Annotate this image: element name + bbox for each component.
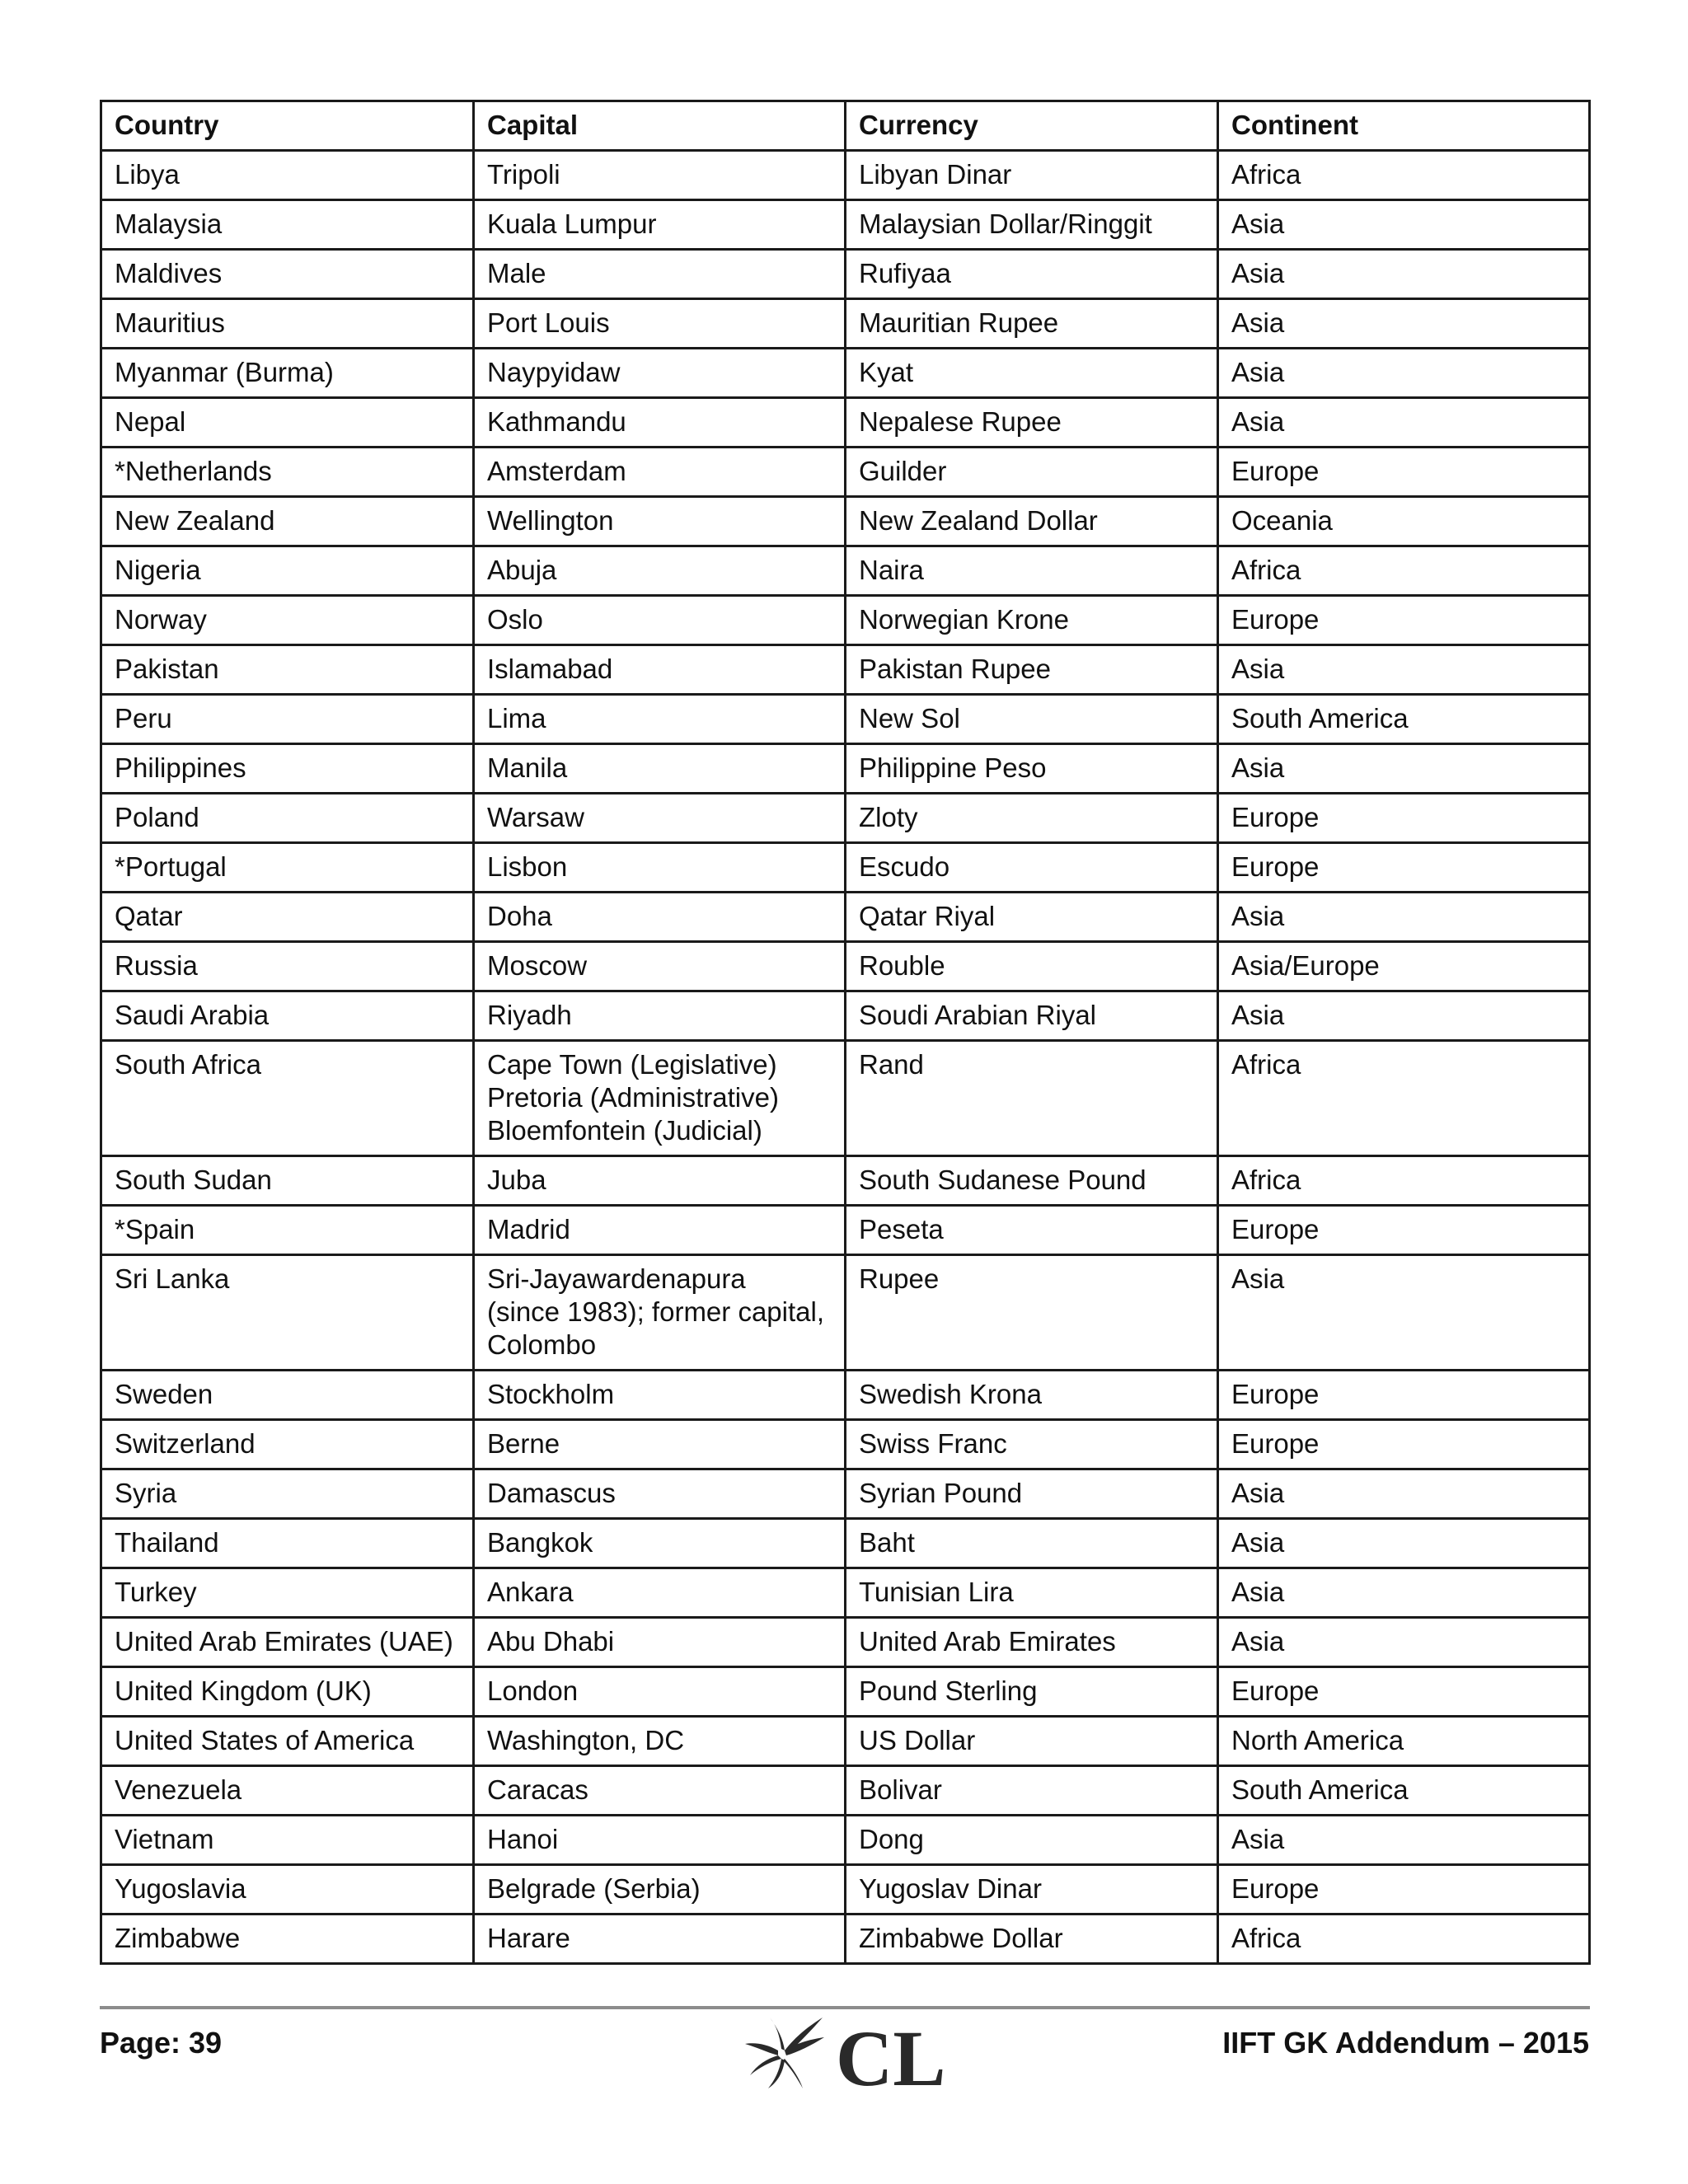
header-currency: Currency (846, 101, 1218, 151)
cell-country: *Netherlands (101, 448, 474, 497)
table-row (101, 1206, 1590, 1255)
cell-capital: Caracas (474, 1766, 846, 1816)
cell-continent: Asia/Europe (1218, 942, 1590, 991)
table-row (101, 151, 1590, 200)
cell-country: *Portugal (101, 843, 474, 893)
table-row (101, 645, 1590, 695)
cell-continent: Europe (1218, 1667, 1590, 1717)
page-number: Page: 39 (100, 2026, 223, 2060)
cell-capital: Cape Town (Legislative) Pretoria (Administrative) Bloemfontein (Judicial) (474, 1041, 846, 1156)
cell-capital: Sri-Jayawardenapura (since 1983); former capital, Colombo (474, 1255, 846, 1371)
cell-country: Sweden (101, 1371, 474, 1420)
table-row (101, 497, 1590, 546)
table-row (101, 1618, 1590, 1667)
cell-currency: Bolivar (846, 1766, 1218, 1816)
cell-continent: Europe (1218, 843, 1590, 893)
cell-currency: Qatar Riyal (846, 893, 1218, 942)
cell-country: Qatar (101, 893, 474, 942)
cell-capital: Belgrade (Serbia) (474, 1865, 846, 1915)
cell-continent: Asia (1218, 1618, 1590, 1667)
cell-currency: Tunisian Lira (846, 1568, 1218, 1618)
cell-continent: Asia (1218, 991, 1590, 1041)
cell-currency: Mauritian Rupee (846, 299, 1218, 349)
cell-capital: Warsaw (474, 794, 846, 843)
cell-capital: Lisbon (474, 843, 846, 893)
cell-continent: Asia (1218, 1568, 1590, 1618)
table-row (101, 1667, 1590, 1717)
cell-country: Vietnam (101, 1816, 474, 1865)
cell-capital: Moscow (474, 942, 846, 991)
cell-capital: Washington, DC (474, 1717, 846, 1766)
cell-continent: Europe (1218, 596, 1590, 645)
table-header-row (101, 101, 1590, 151)
cell-currency: South Sudanese Pound (846, 1156, 1218, 1206)
cell-country: United Arab Emirates (UAE) (101, 1618, 474, 1667)
cell-currency: Zimbabwe Dollar (846, 1915, 1218, 1964)
cell-country: Peru (101, 695, 474, 744)
cell-capital: Abu Dhabi (474, 1618, 846, 1667)
cell-currency: Peseta (846, 1206, 1218, 1255)
cell-country: Pakistan (101, 645, 474, 695)
table-row (101, 546, 1590, 596)
cell-currency: Pound Sterling (846, 1667, 1218, 1717)
table-row (101, 398, 1590, 448)
cell-country: Thailand (101, 1519, 474, 1568)
country-capital-table (100, 100, 1591, 1965)
table-row (101, 1766, 1590, 1816)
table-row (101, 1915, 1590, 1964)
cell-continent: Europe (1218, 794, 1590, 843)
cell-currency: Pakistan Rupee (846, 645, 1218, 695)
cell-country: Nepal (101, 398, 474, 448)
cell-country: Sri Lanka (101, 1255, 474, 1371)
table-row (101, 991, 1590, 1041)
cell-capital: Oslo (474, 596, 846, 645)
cell-continent: Asia (1218, 349, 1590, 398)
cell-country: Philippines (101, 744, 474, 794)
cell-country: *Spain (101, 1206, 474, 1255)
cell-continent: Africa (1218, 1156, 1590, 1206)
cell-country: Libya (101, 151, 474, 200)
cell-country: New Zealand (101, 497, 474, 546)
cell-country: Poland (101, 794, 474, 843)
cell-country: United Kingdom (UK) (101, 1667, 474, 1717)
table-row (101, 942, 1590, 991)
table-row (101, 1041, 1590, 1156)
header-capital: Capital (474, 101, 846, 151)
cell-continent: Africa (1218, 1915, 1590, 1964)
cell-currency: Soudi Arabian Riyal (846, 991, 1218, 1041)
table-row (101, 1816, 1590, 1865)
table-row (101, 1255, 1590, 1371)
cell-currency: New Sol (846, 695, 1218, 744)
cell-continent: Europe (1218, 1206, 1590, 1255)
table-row (101, 250, 1590, 299)
cell-currency: Rand (846, 1041, 1218, 1156)
cell-continent: Europe (1218, 1371, 1590, 1420)
cell-capital: Tripoli (474, 151, 846, 200)
cl-logo (738, 2011, 953, 2093)
cell-country: Saudi Arabia (101, 991, 474, 1041)
cell-currency: Libyan Dinar (846, 151, 1218, 200)
cell-country: Mauritius (101, 299, 474, 349)
table-body (101, 151, 1590, 1964)
table-row (101, 349, 1590, 398)
cell-country: South Sudan (101, 1156, 474, 1206)
cell-currency: Guilder (846, 448, 1218, 497)
cell-capital: London (474, 1667, 846, 1717)
cell-country: United States of America (101, 1717, 474, 1766)
cell-continent: Asia (1218, 1469, 1590, 1519)
cell-capital: Islamabad (474, 645, 846, 695)
table-row (101, 1568, 1590, 1618)
table-row (101, 794, 1590, 843)
cell-currency: Norwegian Krone (846, 596, 1218, 645)
table-row (101, 200, 1590, 250)
cell-country: Russia (101, 942, 474, 991)
cell-country: Syria (101, 1469, 474, 1519)
cell-capital: Amsterdam (474, 448, 846, 497)
cell-continent: South America (1218, 1766, 1590, 1816)
table-row (101, 299, 1590, 349)
cell-country: Zimbabwe (101, 1915, 474, 1964)
table-row (101, 596, 1590, 645)
cell-capital: Juba (474, 1156, 846, 1206)
cell-continent: Europe (1218, 448, 1590, 497)
cell-continent: Africa (1218, 546, 1590, 596)
cell-capital: Naypyidaw (474, 349, 846, 398)
cell-country: Yugoslavia (101, 1865, 474, 1915)
cell-capital: Lima (474, 695, 846, 744)
table-row (101, 1420, 1590, 1469)
cell-capital: Kathmandu (474, 398, 846, 448)
cell-continent: Asia (1218, 1519, 1590, 1568)
cell-capital: Ankara (474, 1568, 846, 1618)
cell-currency: Baht (846, 1519, 1218, 1568)
table-row (101, 1717, 1590, 1766)
table-row (101, 1469, 1590, 1519)
cell-currency: Naira (846, 546, 1218, 596)
logo-text: CL (836, 2014, 946, 2093)
cell-continent: Oceania (1218, 497, 1590, 546)
cell-currency: Rouble (846, 942, 1218, 991)
cell-continent: Asia (1218, 744, 1590, 794)
cell-currency: Swiss Franc (846, 1420, 1218, 1469)
cell-currency: Zloty (846, 794, 1218, 843)
cell-country: Turkey (101, 1568, 474, 1618)
cell-capital: Harare (474, 1915, 846, 1964)
cell-country: Myanmar (Burma) (101, 349, 474, 398)
cell-continent: North America (1218, 1717, 1590, 1766)
cell-capital: Riyadh (474, 991, 846, 1041)
cell-currency: Dong (846, 1816, 1218, 1865)
cell-continent: Asia (1218, 398, 1590, 448)
table-row (101, 843, 1590, 893)
cell-continent: Asia (1218, 1816, 1590, 1865)
table-row (101, 448, 1590, 497)
header-country: Country (101, 101, 474, 151)
swirl-icon (745, 2018, 824, 2088)
cell-currency: Swedish Krona (846, 1371, 1218, 1420)
cell-continent: Europe (1218, 1420, 1590, 1469)
cell-continent: Africa (1218, 151, 1590, 200)
cell-country: Norway (101, 596, 474, 645)
cell-currency: Kyat (846, 349, 1218, 398)
cell-currency: Yugoslav Dinar (846, 1865, 1218, 1915)
table-row (101, 1371, 1590, 1420)
table-row (101, 695, 1590, 744)
cell-continent: Asia (1218, 645, 1590, 695)
header-continent: Continent (1218, 101, 1590, 151)
cell-continent: South America (1218, 695, 1590, 744)
cell-capital: Stockholm (474, 1371, 846, 1420)
cell-currency: Philippine Peso (846, 744, 1218, 794)
cell-country: Switzerland (101, 1420, 474, 1469)
cell-currency: New Zealand Dollar (846, 497, 1218, 546)
cell-capital: Kuala Lumpur (474, 200, 846, 250)
cell-country: Maldives (101, 250, 474, 299)
cell-continent: Asia (1218, 299, 1590, 349)
table-row (101, 1519, 1590, 1568)
cell-currency: Nepalese Rupee (846, 398, 1218, 448)
cell-capital: Doha (474, 893, 846, 942)
cell-capital: Male (474, 250, 846, 299)
cell-currency: Malaysian Dollar/Ringgit (846, 200, 1218, 250)
footer-divider (100, 2006, 1590, 2009)
cell-capital: Madrid (474, 1206, 846, 1255)
cell-currency: Rufiyaa (846, 250, 1218, 299)
cell-capital: Abuja (474, 546, 846, 596)
cell-currency: Rupee (846, 1255, 1218, 1371)
cell-continent: Europe (1218, 1865, 1590, 1915)
cell-currency: United Arab Emirates (846, 1618, 1218, 1667)
cell-country: Malaysia (101, 200, 474, 250)
cell-continent: Asia (1218, 1255, 1590, 1371)
cell-country: Nigeria (101, 546, 474, 596)
cell-capital: Wellington (474, 497, 846, 546)
cell-continent: Asia (1218, 250, 1590, 299)
cell-capital: Manila (474, 744, 846, 794)
cell-continent: Asia (1218, 893, 1590, 942)
cell-currency: Syrian Pound (846, 1469, 1218, 1519)
cell-country: Venezuela (101, 1766, 474, 1816)
cell-capital: Bangkok (474, 1519, 846, 1568)
table-row (101, 1865, 1590, 1915)
cell-continent: Africa (1218, 1041, 1590, 1156)
cell-currency: US Dollar (846, 1717, 1218, 1766)
cell-capital: Hanoi (474, 1816, 846, 1865)
cell-capital: Port Louis (474, 299, 846, 349)
cell-capital: Berne (474, 1420, 846, 1469)
table-row (101, 1156, 1590, 1206)
publication-title: IIFT GK Addendum – 2015 (1222, 2026, 1589, 2060)
table-row (101, 893, 1590, 942)
cell-currency: Escudo (846, 843, 1218, 893)
cell-continent: Asia (1218, 200, 1590, 250)
cell-capital: Damascus (474, 1469, 846, 1519)
cell-country: South Africa (101, 1041, 474, 1156)
table-row (101, 744, 1590, 794)
